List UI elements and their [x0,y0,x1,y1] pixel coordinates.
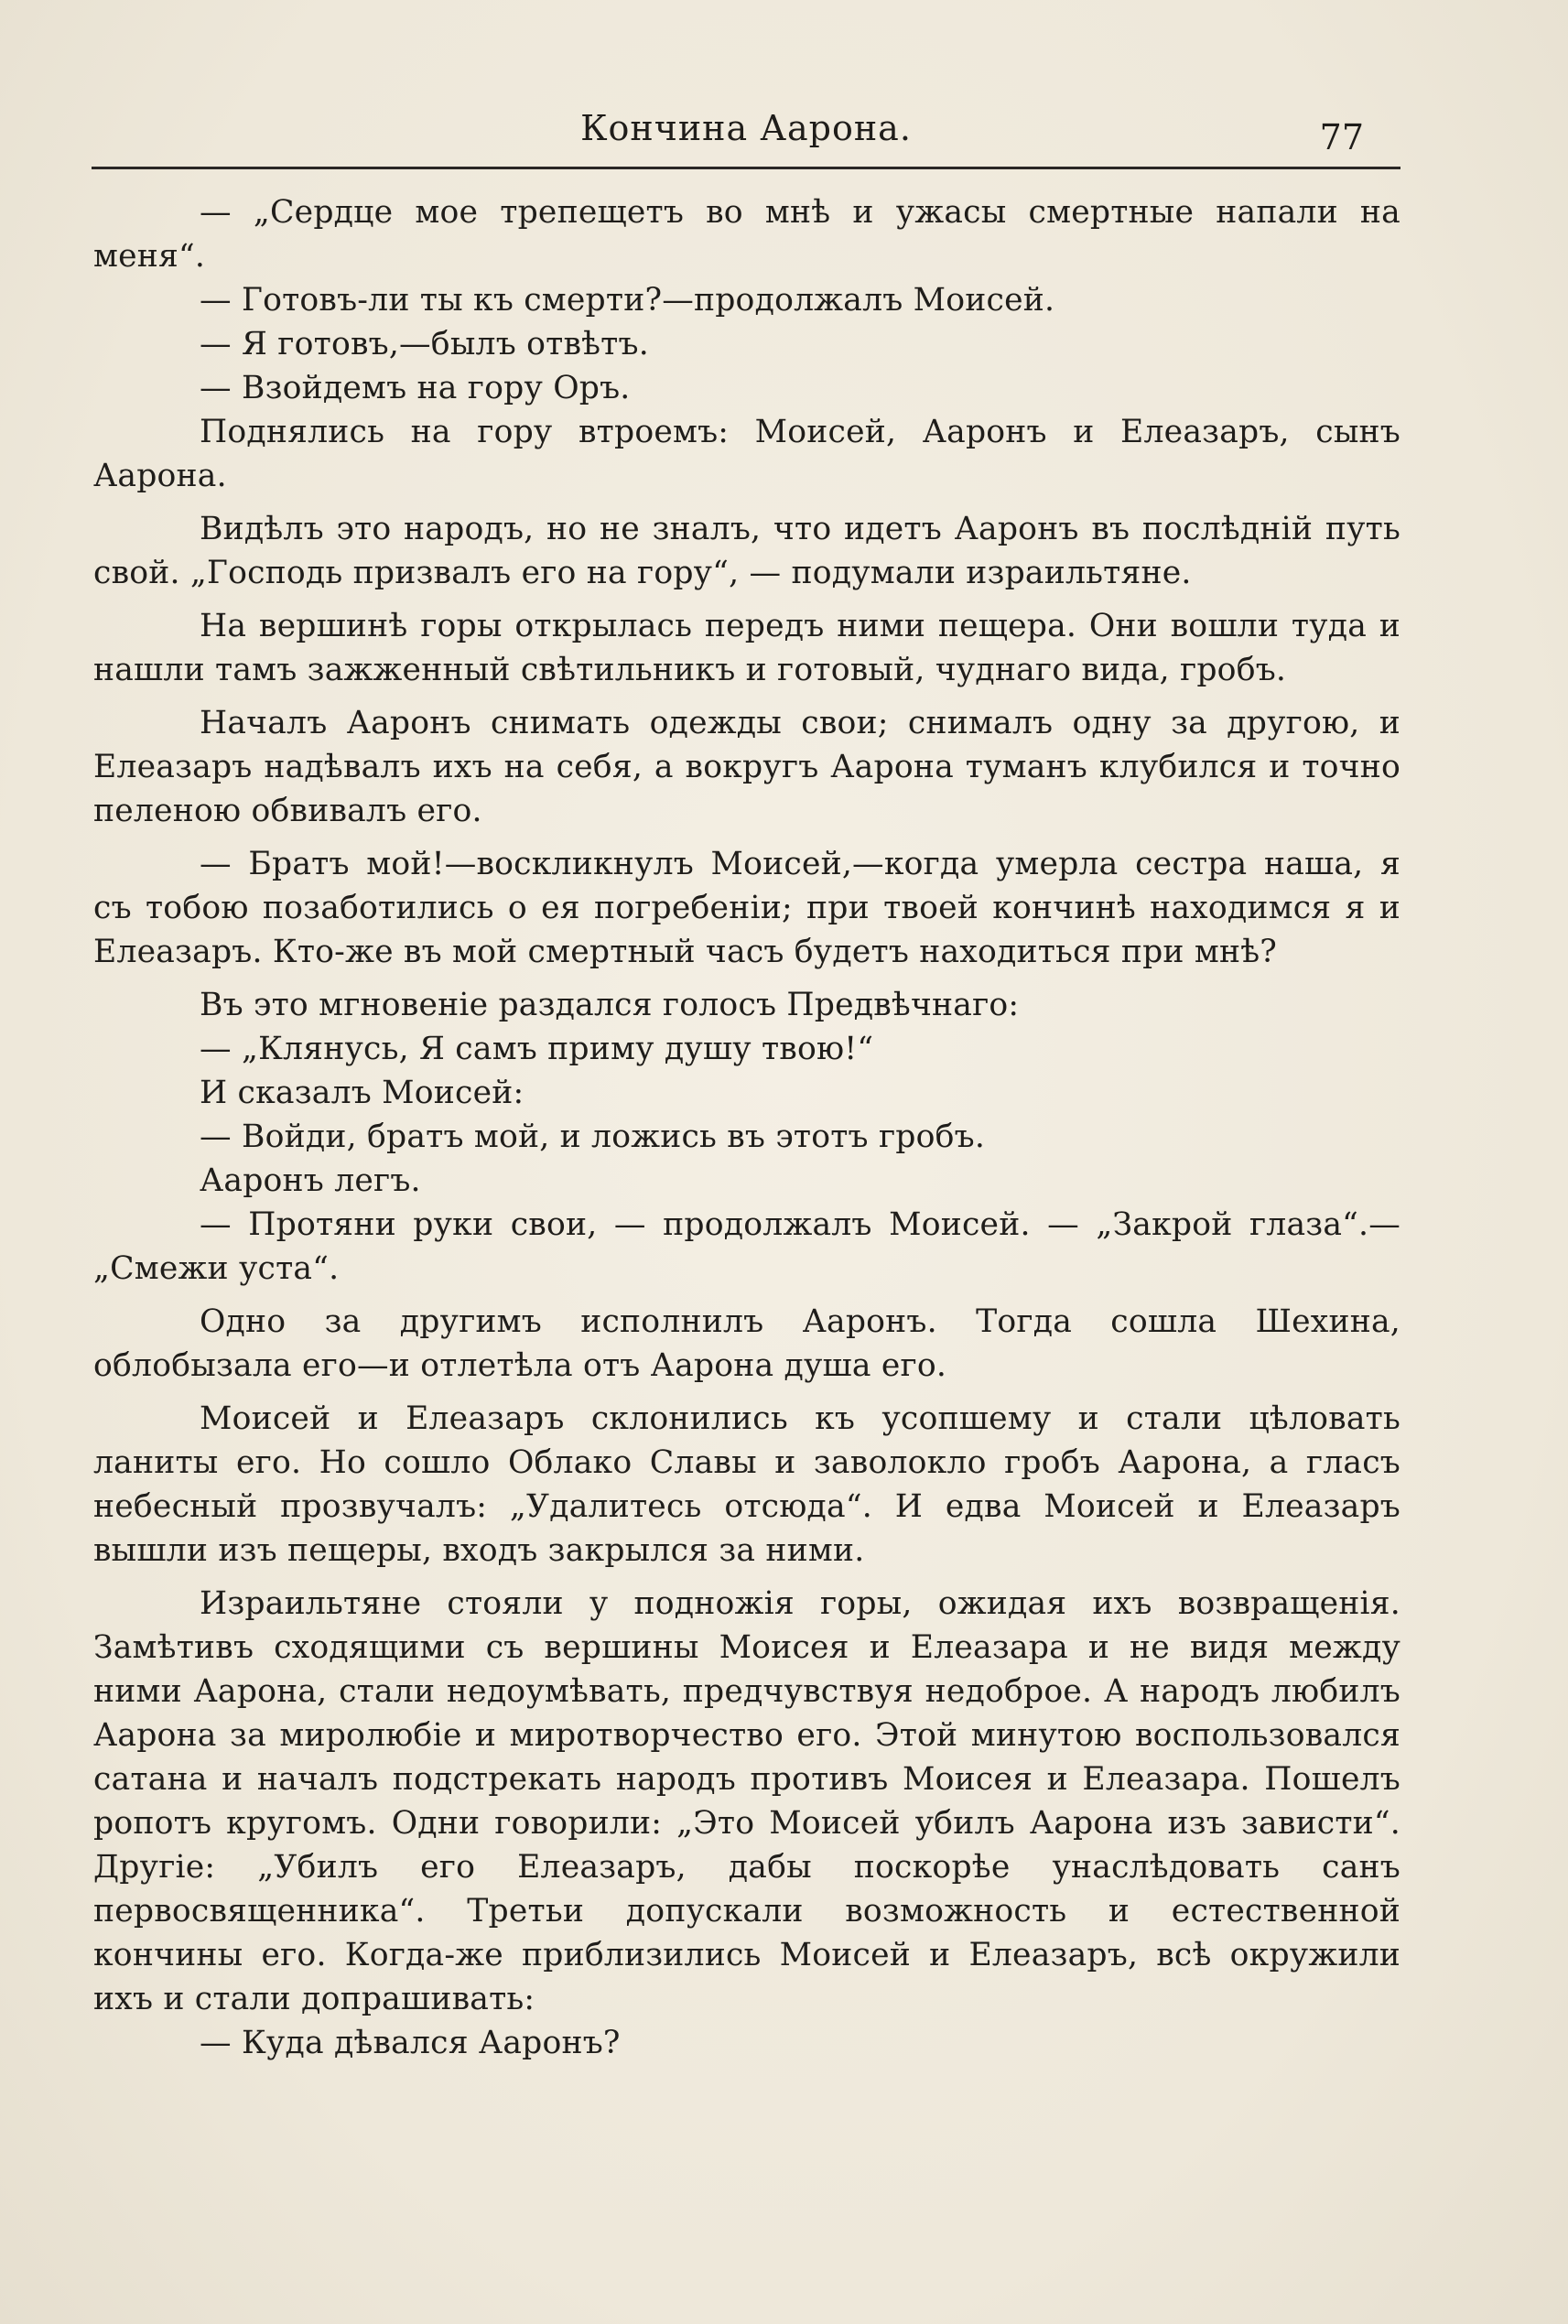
page-number: 77 [1319,117,1364,157]
paragraph: — Я готовъ,—былъ отвѣтъ. [200,326,649,362]
paragraph: Поднялись на гору втроемъ: Моисей, Ааронъ и Елеазаръ, сынъ Аарона. [93,414,1400,494]
paragraph: Моисей и Елеазаръ склонились къ усопшему и стали цѣловать ланиты его. Но сошло Облако Славы и заволокло гробъ Аарона, а гласъ небесный прозвучалъ: „Удалитесь отсюда“. И едва Моисей и Елеазаръ вышли изъ пещеры, входъ закрылся за ними. [93,1400,1400,1569]
paragraph: — „Клянусь, Я самъ приму душу твою!“ [200,1031,874,1067]
paragraph: — Куда дѣвался Ааронъ? [200,2025,621,2061]
paragraph: — Братъ мой!—воскликнулъ Моисей,—когда умерла сестра наша, я съ тобою позаботились о ея погребенiи; при твоей кончинѣ находимся я и Елеазаръ. Кто-же въ мой смертный часъ будетъ находиться при мнѣ? [93,846,1400,970]
chapter-title: Кончина Аарона. [580,108,912,148]
paragraph: На вершинѣ горы открылась передъ ними пещера. Они вошли туда и нашли тамъ зажженный свѣтильникъ и готовый, чуднаго вида, гробъ. [93,608,1400,688]
paragraph: — Протяни руки свои, — продолжалъ Моисей. — „Закрой глаза“.—„Смежи уста“. [93,1206,1400,1287]
paragraph: Ааронъ легъ. [200,1162,421,1199]
paragraph: — Взойдемъ на гору Оръ. [200,370,631,406]
page-body [93,190,1400,2065]
paragraph: И сказалъ Моисей: [200,1075,524,1111]
paragraph: — Войди, братъ мой, и ложись въ этотъ гробъ. [200,1119,986,1155]
paragraph: Одно за другимъ исполнилъ Ааронъ. Тогда сошла Шехина, облобызала его—и отлетѣла отъ Аарона душа его. [93,1303,1400,1384]
paragraph: — „Сердце мое трепещетъ во мнѣ и ужасы смертные напали на меня“. [93,194,1400,275]
paragraph: Видѣлъ это народъ, но не зналъ, что идетъ Ааронъ въ послѣднiй путь свой. „Господь призвалъ его на гору“, — подумали израильтяне. [93,511,1400,591]
paragraph: Израильтяне стояли у подножiя горы, ожидая ихъ возвращенiя. Замѣтивъ сходящими съ вершины Моисея и Елеазара и не видя между ними Аарона, стали недоумѣвать, предчувствуя недоброе. А народъ любилъ Аарона за миролюбiе и миротворчество его. Этой минутою воспользовался сатана и началъ подстрекать народъ противъ Моисея и Елеазара. Пошелъ ропотъ кругомъ. Одни говорили: „Это Моисей убилъ Аарона изъ зависти“. Другiе: „Убилъ его Елеазаръ, дабы поскорѣе унаслѣдовать санъ первосвященника“. Третьи допускали возможность и естественной кончины его. Когда-же приблизились Моисей и Елеазаръ, всѣ окружили ихъ и стали допрашивать: [93,1585,1400,2017]
paragraph: Началъ Ааронъ снимать одежды свои; снималъ одну за другою, и Елеазаръ надѣвалъ ихъ на себя, а вокругъ Аарона туманъ клубился и точно пеленою обвивалъ его. [93,705,1400,829]
page-header [92,103,1400,169]
paragraph: — Готовъ-ли ты къ смерти?—продолжалъ Моисей. [200,282,1055,319]
paragraph: Въ это мгновенiе раздался голосъ Предвѣчнаго: [200,987,1020,1023]
